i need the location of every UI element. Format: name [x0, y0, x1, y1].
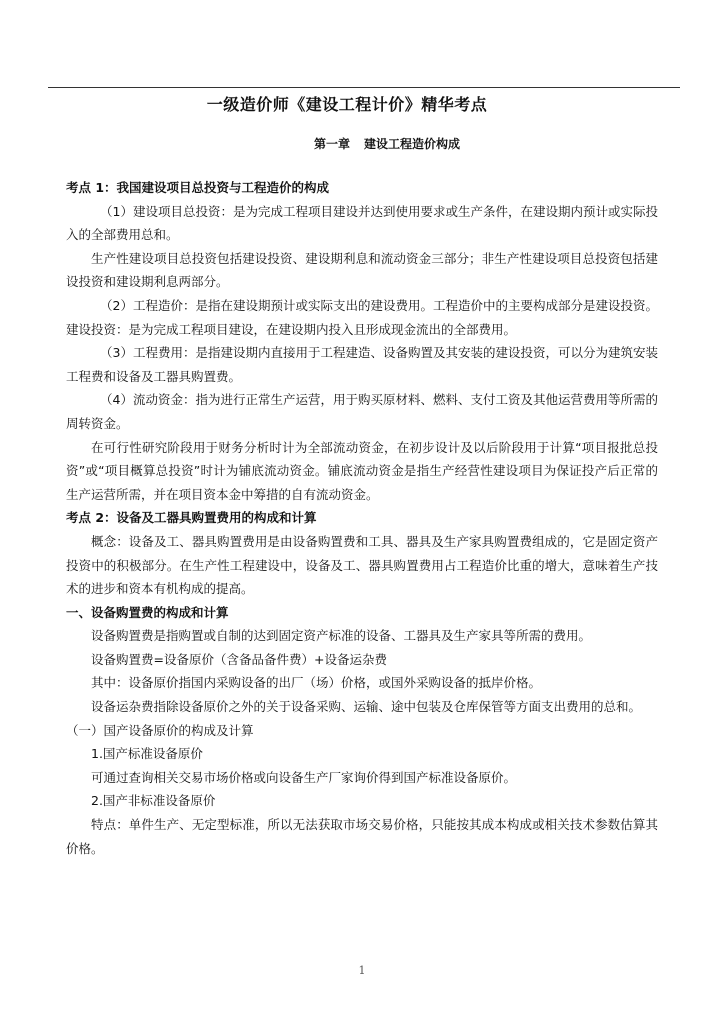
paragraph: 建设投资：是为完成工程项目建设，在建设期内投入且形成现金流出的全部费用。 [66, 321, 517, 337]
paragraph: 生产性建设项目总投资包括建设投资、建设期利息和流动资金三部分；非生产性建设项目总投资包括建设投资和建设期利息两部分。 [66, 250, 658, 290]
chapter-title: 建设工程造价构成 [364, 137, 461, 151]
paragraph: 设备运杂费指除设备原价之外的关于设备采购、运输、途中包装及仓库保管等方面支出费用的总和。 [91, 699, 642, 715]
paragraph: （2）工程造价：是指在建设期预计或实际支出的建设费用。工程造价中的主要构成部分是建设投资。 [100, 297, 658, 313]
paragraph: 特点：单件生产、无定型标准，所以无法获取市场交易价格，只能按其成本构成或相关技术参数估算其价格。 [66, 817, 658, 856]
document-body [66, 176, 658, 860]
chapter-heading [0, 135, 724, 152]
paragraph: （3）工程费用：是指建设期内直接用于工程建造、设备购置及其安装的建设投资，可以分为建筑安装工程费和设备及工器具购置费。 [66, 345, 658, 384]
paragraph: 设备购置费是指购置或自制的达到固定资产标准的设备、工器具及生产家具等所需的费用。 [91, 628, 592, 644]
page-title: 一级造价师《建设工程计价》精华考点 [206, 95, 488, 114]
list-heading: （一）国产设备原价的构成及计算 [66, 722, 254, 738]
paragraph: 其中：设备原价指国内采购设备的出厂（场）价格，或国外采购设备的抵岸价格。 [91, 675, 542, 691]
paragraph: （4）流动资金：指为进行正常生产运营，用于购买原材料、燃料、支付工资及其他运营费用等所需的周转资金。 [66, 392, 658, 431]
list-item: 2.国产非标准设备原价 [91, 793, 216, 809]
section-heading: 考点 2：设备及工器具购置费用的构成和计算 [66, 510, 317, 526]
chapter-number: 第一章 [313, 137, 350, 151]
paragraph: 概念：设备及工、器具购置费用是由设备购置费和工具、器具及生产家具购置费组成的，它是固定资产投资中的积极部分。在生产性工程建设中，设备及工、器具购置费用占工程造价比重的增大，意味着生产技术的进步和资本有机构成的提高。 [66, 533, 658, 597]
page-number: 1 [358, 964, 366, 977]
subsection-heading: 一、设备购置费的构成和计算 [66, 604, 229, 620]
header-rule [48, 87, 680, 88]
list-item: 1.国产标准设备原价 [91, 746, 203, 762]
paragraph: 在可行性研究阶段用于财务分析时计为全部流动资金，在初步设计及以后阶段用于计算“项目报批总投资”或“项目概算总投资”时计为铺底流动资金。铺底流动资金是指生产经营性建设项目为保证投产后正常的生产运营所需，并在项目资本金中筹措的自有流动资金。 [66, 439, 658, 502]
formula: 设备购置费=设备原价（含备品备件费）+设备运杂费 [91, 651, 387, 667]
section-heading: 考点 1：我国建设项目总投资与工程造价的构成 [66, 180, 330, 195]
paragraph: （1）建设项目总投资：是为完成工程项目建设并达到使用要求或生产条件，在建设期内预计或实际投入的全部费用总和。 [66, 203, 658, 243]
paragraph: 可通过查询相关交易市场价格或向设备生产厂家询价得到国产标准设备原价。 [91, 769, 517, 785]
